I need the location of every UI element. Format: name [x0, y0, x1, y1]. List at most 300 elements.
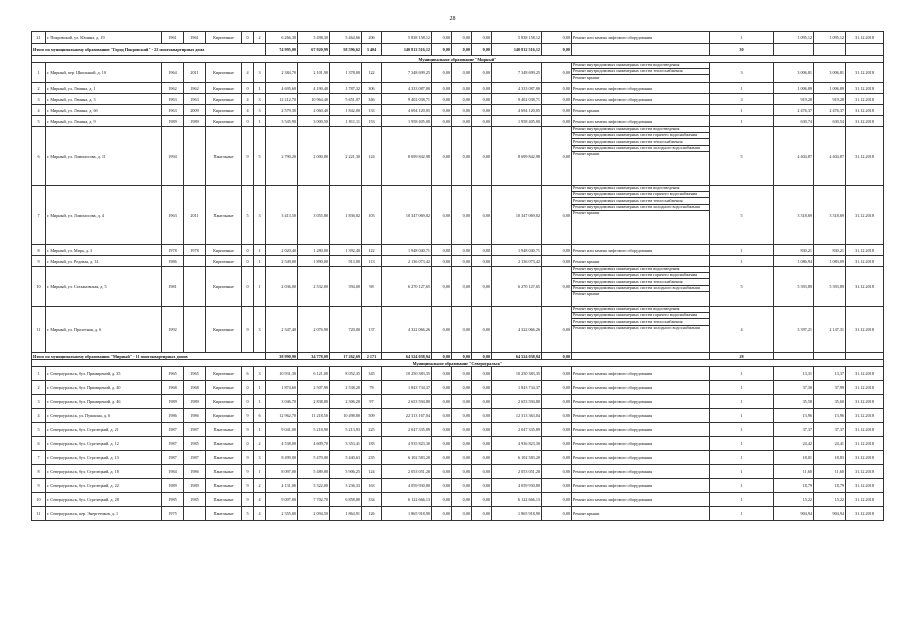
- table-cell: 13,37: [814, 367, 846, 381]
- total-cell: 28: [710, 353, 774, 360]
- table-cell: 0,00: [452, 465, 472, 479]
- table-cell: 1: [254, 256, 266, 267]
- table-cell: 0,00: [452, 409, 472, 423]
- total-cell: 0,00: [472, 44, 492, 56]
- table-cell: 3: [254, 307, 266, 353]
- table-cell: 2 579,30: [266, 105, 298, 116]
- table-cell: 0,00: [472, 105, 492, 116]
- table-cell: 0,00: [472, 94, 492, 105]
- table-cell: 0,00: [452, 186, 472, 245]
- table-cell: 0,00: [432, 451, 452, 465]
- table-cell: 0,00: [452, 256, 472, 267]
- table-row: [32, 105, 884, 116]
- table-cell: 1: [710, 479, 774, 493]
- table-cell: 0,00: [472, 381, 492, 395]
- table-cell: 9: [242, 451, 254, 465]
- table-row: [32, 381, 884, 395]
- table-cell: 1: [32, 367, 46, 381]
- table-row: [32, 127, 884, 186]
- table-cell: 2 790,20: [266, 127, 298, 186]
- table-cell: г. Североуральск, ул. Пушкина, д. 6: [46, 409, 162, 423]
- table-cell: 10: [32, 493, 46, 507]
- table-cell: 0,00: [432, 381, 452, 395]
- table-cell: 1981: [162, 267, 184, 307]
- table-cell: 13,96: [814, 409, 846, 423]
- work-item: Ремонт внутридомовых инженерных систем холодного водоснабжения: [573, 324, 700, 330]
- table-cell: 24,41: [814, 437, 846, 451]
- table-cell: 4 609,70: [298, 437, 330, 451]
- table-cell: [184, 507, 206, 521]
- total-cell: 0,00: [542, 353, 572, 360]
- table-cell: 18,79: [814, 479, 846, 493]
- work-item: Ремонт внутридомовых инженерных систем горячего водоснабжения: [572, 133, 709, 139]
- table-cell: 124: [362, 127, 382, 186]
- table-cell: 122: [362, 63, 382, 83]
- table-cell: Панельные: [206, 479, 242, 493]
- table-cell: 0,00: [472, 186, 492, 245]
- table-cell: 0,00: [452, 267, 472, 307]
- table-cell: 0,00: [432, 493, 452, 507]
- table-cell: 1987: [162, 451, 184, 465]
- table-cell: г. Мирный, ул. Ломоносова, д. 4: [46, 186, 162, 245]
- total-cell: [572, 353, 710, 360]
- table-cell: 7 702,70: [298, 493, 330, 507]
- table-cell: 830,21: [814, 245, 846, 256]
- table-cell: 9: [242, 307, 254, 353]
- table-cell: 0,00: [542, 395, 572, 409]
- table-cell: 1975: [162, 507, 184, 521]
- table-row: [32, 423, 884, 437]
- table-cell: Кирпичные: [206, 32, 242, 44]
- table-cell: 0,00: [542, 94, 572, 105]
- table-cell: 2 476,37: [814, 105, 846, 116]
- table-cell: 8 499,00: [266, 451, 298, 465]
- table-cell: 0: [242, 395, 254, 409]
- table-cell: 1994: [162, 127, 184, 186]
- table-cell: 183: [362, 437, 382, 451]
- table-row: [32, 56, 884, 63]
- table-cell: 1 948 040,71: [382, 245, 432, 256]
- table-cell: Ремонт или замена лифтового оборудования: [572, 409, 710, 423]
- table-cell: 2 060,40: [298, 105, 330, 116]
- table-cell: г. Мирный, ул. Мира, д. 3: [46, 245, 162, 256]
- table-cell: 6 270 127,65: [492, 267, 542, 307]
- total-cell: 64 524 038,94: [492, 353, 542, 360]
- table-cell: 18,79: [774, 479, 814, 493]
- table-cell: 5: [710, 127, 774, 186]
- table-cell: 31.12.2018: [846, 186, 884, 245]
- table-cell: Кирпичные: [206, 256, 242, 267]
- table-cell: 1968: [184, 381, 206, 395]
- table-cell: 6 122 666,13: [492, 493, 542, 507]
- table-cell: 225: [362, 423, 382, 437]
- table-cell: 1 842,00: [330, 105, 362, 116]
- table-cell: 6: [254, 409, 266, 423]
- table-cell: 12 313 363,04: [492, 409, 542, 423]
- table-cell: 919,28: [814, 94, 846, 105]
- table-cell: Ремонт или замена лифтового оборудования: [572, 437, 710, 451]
- table-cell: 12 962,70: [266, 409, 298, 423]
- table-cell: 4 935 823,30: [382, 437, 432, 451]
- table-cell: 1 083,09: [814, 256, 846, 267]
- table-cell: 0,00: [472, 465, 492, 479]
- section-heading: Муниципальное образование "Североуральск": [32, 360, 884, 367]
- total-cell: 17 262,69: [330, 353, 362, 360]
- table-cell: Кирпичные: [206, 409, 242, 423]
- table-cell: 5 906,25: [330, 465, 362, 479]
- table-cell: 0,00: [452, 451, 472, 465]
- table-cell: 5: [710, 267, 774, 307]
- table-cell: Кирпичные: [206, 63, 242, 83]
- table-cell: 10 498,80: [330, 409, 362, 423]
- table-cell: 6 102 583,20: [382, 451, 432, 465]
- table-row: [32, 44, 884, 56]
- table-cell: Ремонт или замена лифтового оборудования: [572, 94, 710, 105]
- table-cell: 3 000,50: [298, 116, 330, 127]
- table-cell: 5 464,66: [330, 32, 362, 44]
- table-cell: 3 236,33: [330, 479, 362, 493]
- table-cell: 0,00: [472, 83, 492, 94]
- table-cell: 11,60: [774, 465, 814, 479]
- table-cell: 1992: [162, 307, 184, 353]
- table-cell: 4: [710, 307, 774, 353]
- table-cell: 31.12.2018: [846, 381, 884, 395]
- table-cell: 1: [710, 32, 774, 44]
- table-cell: 2 053 051,20: [492, 465, 542, 479]
- table-cell: 830,21: [774, 245, 814, 256]
- table-cell: 2: [32, 83, 46, 94]
- table-cell: 0,00: [452, 437, 472, 451]
- table-cell: 37,37: [774, 423, 814, 437]
- table-cell: 0,00: [452, 395, 472, 409]
- table-cell: 3 545,90: [266, 116, 298, 127]
- table-cell: 1986: [162, 256, 184, 267]
- table-cell: 0,00: [472, 256, 492, 267]
- table-cell: 0,00: [432, 423, 452, 437]
- table-cell: г. Покровский, ул. Юшина, д. 19: [46, 32, 162, 44]
- table-cell: 0,00: [472, 451, 492, 465]
- table-cell: 6 122 666,13: [382, 493, 432, 507]
- table-cell: 31.12.2018: [846, 267, 884, 307]
- table-cell: 0,00: [432, 63, 452, 83]
- table-cell: 1985: [162, 493, 184, 507]
- table-row: [32, 83, 884, 94]
- total-cell: 3 404: [362, 44, 382, 56]
- total-cell: 2 171: [362, 353, 382, 360]
- work-item: Ремонт крыши: [573, 74, 600, 80]
- work-item: Ремонт внутридомовых инженерных систем водоотведения: [572, 63, 709, 69]
- table-cell: 31.12.2018: [846, 493, 884, 507]
- table-cell: 1 095,12: [814, 32, 846, 44]
- table-cell: 0,00: [432, 256, 452, 267]
- table-cell: 0: [242, 437, 254, 451]
- table-cell: 6 121,00: [298, 367, 330, 381]
- table-cell: 4: [32, 409, 46, 423]
- table-cell: Кирпичные: [206, 267, 242, 307]
- table-cell: 9: [242, 409, 254, 423]
- work-item: Ремонт внутридомовых инженерных систем теплоснабжения: [572, 69, 709, 75]
- table-cell: Ремонт крыши: [572, 507, 710, 521]
- table-cell: 2 000,80: [298, 127, 330, 186]
- table-cell: 1965: [184, 367, 206, 381]
- table-cell: 1: [710, 451, 774, 465]
- table-cell: 1 811,11: [330, 116, 362, 127]
- table-cell: 1963: [162, 105, 184, 116]
- table-cell: 6 102 583,20: [492, 451, 542, 465]
- total-cell: 0,00: [432, 44, 452, 56]
- table-cell: 0,00: [472, 437, 492, 451]
- table-cell: 630,54: [814, 116, 846, 127]
- table-cell: 1: [710, 83, 774, 94]
- table-cell: 3: [254, 367, 266, 381]
- table-cell: 10 931,30: [266, 367, 298, 381]
- table-cell: 2 147,31: [814, 307, 846, 353]
- table-cell: 5 489,00: [298, 465, 330, 479]
- table-cell: 103: [362, 186, 382, 245]
- table-cell: 0,00: [472, 245, 492, 256]
- table-cell: 2: [254, 479, 266, 493]
- table-cell: 0,00: [452, 127, 472, 186]
- table-row: [32, 186, 884, 245]
- table-cell: 11 218,50: [298, 409, 330, 423]
- table-cell: 0,00: [432, 465, 452, 479]
- table-cell: 8 699 842,98: [382, 127, 432, 186]
- table-cell: [184, 267, 206, 307]
- table-cell: 1986: [162, 409, 184, 423]
- table-cell: Ремонт или замена лифтового оборудования: [572, 116, 710, 127]
- capital-repair-table: [31, 31, 884, 521]
- table-cell: 4: [242, 63, 254, 83]
- table-cell: 0,00: [472, 63, 492, 83]
- table-cell: 3: [710, 63, 774, 83]
- table-cell: 1 958 405,00: [492, 116, 542, 127]
- table-cell: 0,00: [432, 267, 452, 307]
- table-cell: 24,42: [774, 437, 814, 451]
- table-cell: 35,60: [814, 395, 846, 409]
- table-cell: 4 059 930,80: [492, 479, 542, 493]
- table-cell: 31.12.2018: [846, 116, 884, 127]
- table-cell: г. Мирный, ул. Ленина, д. 6б: [46, 105, 162, 116]
- table-cell: 8 052,35: [330, 367, 362, 381]
- table-cell: г. Мирный, ул. Ленина, д. 9: [46, 116, 162, 127]
- table-cell: 0: [242, 381, 254, 395]
- table-cell: 15,22: [814, 493, 846, 507]
- table-row: [32, 395, 884, 409]
- table-cell: 0,00: [432, 94, 452, 105]
- table-cell: 13,96: [774, 409, 814, 423]
- table-cell: Панельные: [206, 507, 242, 521]
- table-cell: г. Североуральск, бул. Примирений, д. 35: [46, 367, 162, 381]
- work-item: Ремонт внутридомовых инженерных систем горячего водоснабжения: [572, 313, 709, 319]
- table-cell: 2 047 335,89: [382, 423, 432, 437]
- table-cell: 31.12.2018: [846, 94, 884, 105]
- table-cell: 346: [362, 94, 382, 105]
- table-cell: 1 006,89: [814, 83, 846, 94]
- table-cell: 1961: [162, 32, 184, 44]
- table-cell: 0,00: [452, 307, 472, 353]
- table-cell: 5 393,89: [814, 267, 846, 307]
- table-cell: 0,00: [542, 116, 572, 127]
- table-cell: 2 838,80: [298, 395, 330, 409]
- table-cell: 0,00: [452, 367, 472, 381]
- table-cell: 13,31: [774, 367, 814, 381]
- table-cell: 0: [242, 267, 254, 307]
- table-cell: 5 651,07: [330, 94, 362, 105]
- table-cell: 1 787,32: [330, 83, 362, 94]
- table-cell: 4 695,60: [266, 83, 298, 94]
- table-cell: Ремонт или замена лифтового оборудования: [572, 465, 710, 479]
- table-cell: 1 836,82: [330, 186, 362, 245]
- table-cell: 0,00: [472, 32, 492, 44]
- table-cell: 0,00: [432, 32, 452, 44]
- table-cell: Кирпичные: [206, 395, 242, 409]
- table-cell: г. Мирный, ул. Пролетная, д. 6: [46, 307, 162, 353]
- table-cell: 1963: [162, 94, 184, 105]
- table-cell: 1987: [162, 437, 184, 451]
- table-cell: 509: [362, 409, 382, 423]
- table-cell: 0,00: [542, 493, 572, 507]
- table-cell: 31.12.2018: [846, 245, 884, 256]
- table-cell: 0,00: [472, 307, 492, 353]
- table-cell: 3: [710, 94, 774, 105]
- total-cell: 30: [710, 44, 774, 56]
- table-cell: 2 053 051,20: [382, 465, 432, 479]
- total-cell: [774, 44, 814, 56]
- work-item: Ремонт крыши: [573, 210, 600, 216]
- table-cell: 4 333 087,00: [492, 83, 542, 94]
- table-cell: 9: [32, 256, 46, 267]
- table-cell: 9: [242, 493, 254, 507]
- table-cell: 904,94: [774, 507, 814, 521]
- table-cell: 1985: [184, 493, 206, 507]
- total-cell: 140 812 516,12: [492, 44, 542, 56]
- table-cell: 8 097,00: [266, 465, 298, 479]
- table-cell: 334: [362, 493, 382, 507]
- table-cell: 0,00: [432, 409, 452, 423]
- table-cell: 5 322,00: [298, 479, 330, 493]
- table-cell: 1: [710, 256, 774, 267]
- works-cell: [572, 63, 710, 83]
- table-cell: г. Североуральск, пер. Энергетиков, д. 1: [46, 507, 162, 521]
- table-cell: Ремонт или замена лифтового оборудования: [572, 479, 710, 493]
- table-row: [32, 256, 884, 267]
- table-cell: 1: [710, 465, 774, 479]
- table-cell: 0,00: [452, 381, 472, 395]
- table-cell: 1986: [184, 465, 206, 479]
- table-cell: 2 036,00: [266, 267, 298, 307]
- table-cell: г. Мирный, пер. Школьный, д. 10: [46, 63, 162, 83]
- table-cell: 4 538,00: [266, 437, 298, 451]
- table-cell: 1: [710, 437, 774, 451]
- table-row: [32, 493, 884, 507]
- works-cell: [572, 127, 710, 186]
- work-item: Ремонт крыши: [573, 291, 600, 297]
- table-cell: 11: [32, 307, 46, 353]
- table-cell: 2 076,90: [298, 307, 330, 353]
- table-cell: 126: [362, 507, 382, 521]
- table-cell: 0,00: [542, 105, 572, 116]
- table-cell: 1986: [184, 409, 206, 423]
- table-cell: 1: [710, 367, 774, 381]
- table-cell: 0,00: [542, 437, 572, 451]
- table-cell: 1: [710, 381, 774, 395]
- table-cell: 0,00: [432, 507, 452, 521]
- table-cell: Панельные: [206, 493, 242, 507]
- total-cell: 38 990,90: [266, 353, 298, 360]
- table-cell: 2 347,40: [266, 307, 298, 353]
- table-cell: 10 964,40: [298, 94, 330, 105]
- table-cell: 0,00: [432, 395, 452, 409]
- total-cell: 64 524 038,94: [382, 353, 432, 360]
- total-label: Итого по муниципальному образованию "Город Покровский" - 22 многоквартирных дома: [32, 44, 266, 56]
- table-cell: 0,00: [472, 367, 492, 381]
- table-row: [32, 465, 884, 479]
- table-cell: 9: [242, 465, 254, 479]
- table-cell: 2011: [184, 63, 206, 83]
- work-item: Ремонт внутридомовых инженерных систем горячего водоснабжения: [572, 192, 709, 198]
- table-cell: 1 086,94: [774, 256, 814, 267]
- table-cell: Панельные: [206, 423, 242, 437]
- table-cell: 1989: [184, 479, 206, 493]
- table-cell: 1984: [162, 465, 184, 479]
- table-cell: 0,00: [432, 367, 452, 381]
- table-cell: 1: [254, 381, 266, 395]
- table-cell: 31.12.2018: [846, 63, 884, 83]
- table-cell: 9: [242, 479, 254, 493]
- table-cell: 0,00: [432, 83, 452, 94]
- table-cell: 2 136 073,42: [492, 256, 542, 267]
- table-cell: 0,00: [472, 395, 492, 409]
- table-cell: 0,00: [452, 116, 472, 127]
- table-cell: 1 843 734,37: [492, 381, 542, 395]
- table-cell: г. Североуральск, бул. Примирений, д. 46: [46, 395, 162, 409]
- table-cell: 6: [242, 367, 254, 381]
- table-row: [32, 267, 884, 307]
- table-cell: 6: [32, 437, 46, 451]
- table-cell: 2 549,00: [266, 256, 298, 267]
- table-cell: 1 865 918,90: [382, 507, 432, 521]
- table-cell: г. Североуральск, бул. Стрелецкий, д. 21: [46, 423, 162, 437]
- work-item: Ремонт внутридомовых инженерных систем холодного водоснабжения: [572, 286, 709, 292]
- table-cell: Кирпичные: [206, 83, 242, 94]
- table-cell: 137: [362, 307, 382, 353]
- table-cell: 1962: [162, 83, 184, 94]
- table-cell: 3: [254, 186, 266, 245]
- table-cell: 1 890,00: [298, 256, 330, 267]
- work-item: Ремонт внутридомовых инженерных систем водоотведения: [572, 127, 709, 133]
- table-cell: 35,58: [774, 395, 814, 409]
- table-cell: Кирпичные: [206, 105, 242, 116]
- work-item: Ремонт внутридомовых инженерных систем горячего водоснабжения: [572, 273, 709, 279]
- table-cell: 0,00: [472, 479, 492, 493]
- table-cell: 0,00: [542, 423, 572, 437]
- table-cell: 919,28: [774, 94, 814, 105]
- table-cell: 7 348 699,25: [492, 63, 542, 83]
- table-cell: 0,00: [452, 479, 472, 493]
- table-cell: 1985: [184, 437, 206, 451]
- table-cell: 0,00: [542, 256, 572, 267]
- total-cell: 67 920,99: [298, 44, 330, 56]
- table-cell: 1 948 040,71: [492, 245, 542, 256]
- table-cell: г. Мирный, ул. Ленина, д. 1: [46, 83, 162, 94]
- table-cell: 31.12.2018: [846, 437, 884, 451]
- table-cell: 1: [710, 423, 774, 437]
- table-cell: 1 392,40: [330, 245, 362, 256]
- work-item: Ремонт внутридомовых инженерных систем теплоснабжения: [572, 139, 709, 145]
- table-cell: г. Североуральск, бул. Стрелецкий, д. 12: [46, 437, 162, 451]
- table-cell: 5: [242, 186, 254, 245]
- table-cell: Панельные: [206, 465, 242, 479]
